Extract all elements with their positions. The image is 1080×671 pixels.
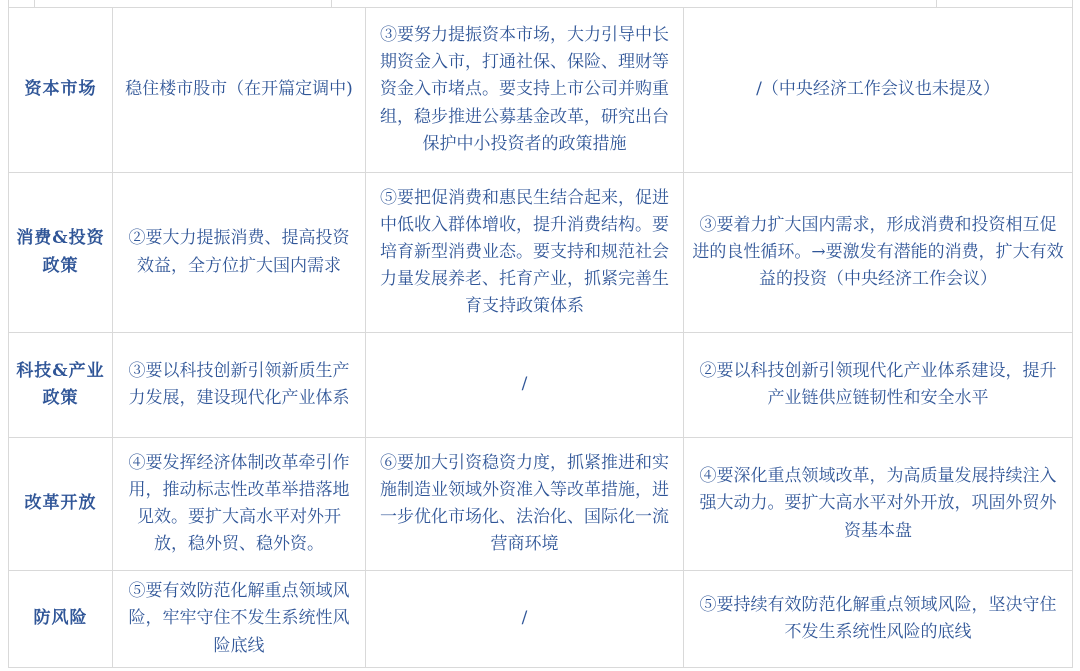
policy-table-body xyxy=(9,8,1073,668)
row-label-cell: 防风险 xyxy=(9,571,113,668)
table-row xyxy=(9,173,1073,333)
policy-column3-cell: ⑥要加大引资稳资力度，抓紧推进和实施制造业领域外资准入等改革措施，进一步优化市场化、法治化、国际化一流营商环境 xyxy=(366,438,684,571)
table-gridline xyxy=(936,0,937,7)
cropped-previous-row xyxy=(8,0,1073,7)
policy-comparison-table xyxy=(8,7,1073,668)
policy-column4-cell: ③要着力扩大国内需求，形成消费和投资相互促进的良性循环。→要激发有潜能的消费，扩大有效益的投资（中央经济工作会议） xyxy=(684,173,1073,333)
policy-column2-cell: ②要大力提振消费、提高投资效益，全方位扩大国内需求 xyxy=(113,173,366,333)
policy-column3-cell: ⑤要把促消费和惠民生结合起来，促进中低收入群体增收，提升消费结构。要培育新型消费业态。要支持和规范社会力量发展养老、托育产业，抓紧完善生育支持政策体系 xyxy=(366,173,684,333)
row-label-cell: 改革开放 xyxy=(9,438,113,571)
policy-column3-cell: ③要努力提振资本市场，大力引导中长期资金入市，打通社保、保险、理财等资金入市堵点。要支持上市公司并购重组，稳步推进公募基金改革，研究出台保护中小投资者的政策措施 xyxy=(366,8,684,173)
table-row xyxy=(9,333,1073,438)
row-label-cell: 消费&投资政策 xyxy=(9,173,113,333)
policy-column2-cell: ③要以科技创新引领新质生产力发展，建设现代化产业体系 xyxy=(113,333,366,438)
policy-column3-cell: / xyxy=(366,571,684,668)
table-row xyxy=(9,571,1073,668)
table-gridline xyxy=(34,0,35,7)
policy-column2-cell: 稳住楼市股市（在开篇定调中) xyxy=(113,8,366,173)
policy-column4-cell: /（中央经济工作会议也未提及） xyxy=(684,8,1073,173)
policy-column4-cell: ②要以科技创新引领现代化产业体系建设，提升产业链供应链韧性和安全水平 xyxy=(684,333,1073,438)
table-row xyxy=(9,8,1073,173)
policy-column4-cell: ④要深化重点领域改革，为高质量发展持续注入强大动力。要扩大高水平对外开放，巩固外贸外资基本盘 xyxy=(684,438,1073,571)
table-gridline xyxy=(331,0,332,7)
row-label-cell: 资本市场 xyxy=(9,8,113,173)
policy-column2-cell: ⑤要有效防范化解重点领域风险，牢牢守住不发生系统性风险底线 xyxy=(113,571,366,668)
policy-column3-cell: / xyxy=(366,333,684,438)
row-label-cell: 科技&产业政策 xyxy=(9,333,113,438)
table-row xyxy=(9,438,1073,571)
policy-column2-cell: ④要发挥经济体制改革牵引作用，推动标志性改革举措落地见效。要扩大高水平对外开放，稳外贸、稳外资。 xyxy=(113,438,366,571)
policy-column4-cell: ⑤要持续有效防范化解重点领域风险，坚决守住不发生系统性风险的底线 xyxy=(684,571,1073,668)
